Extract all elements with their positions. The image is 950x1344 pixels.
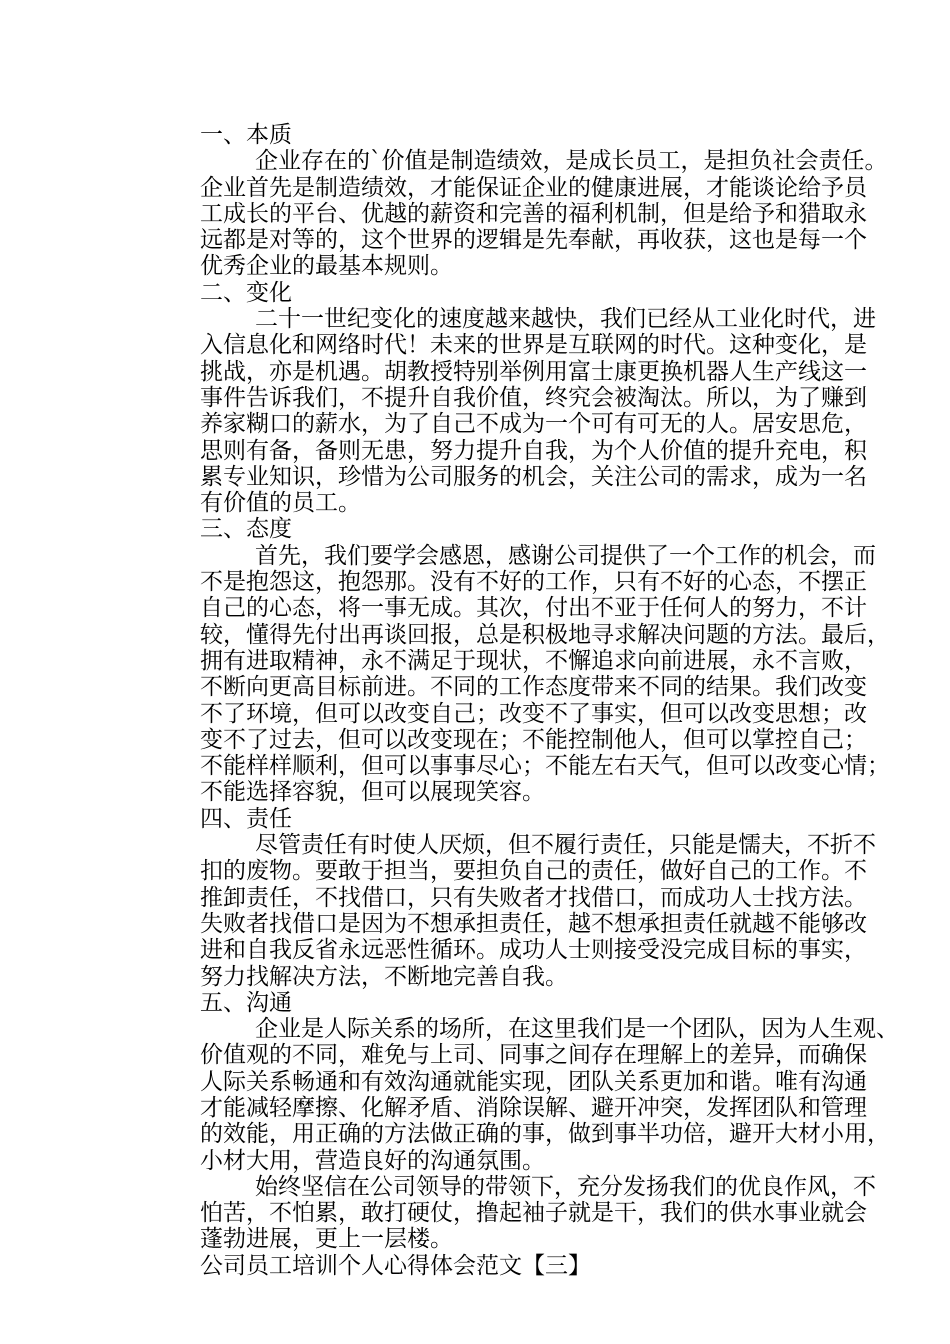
section-paragraph-4 [145, 832, 876, 990]
paragraph-line: 累专业知识，珍惜为公司服务的机会，关注公司的需求，成为一名 [200, 463, 867, 490]
section-heading-4: 四、责任 [200, 805, 292, 832]
paragraph-line: 养家糊口的薪水，为了自己不成为一个可有可无的人。居安思危， [200, 411, 867, 438]
paragraph-line: 始终坚信在公司领导的带领下，充分发扬我们的优良作风，不 [255, 1173, 876, 1200]
paragraph-line: 有价值的员工。 [200, 490, 361, 517]
paragraph-line: 不能选择容貌，但可以展现笑容。 [200, 779, 545, 806]
paragraph-line: 二十一世纪变化的速度越来越快，我们已经从工业化时代，进 [255, 306, 876, 333]
paragraph-line: 价值观的不同，难免与上司、同事之间存在理解上的差异，而确保 [200, 1042, 867, 1069]
paragraph-line: 拥有进取精神，永不满足于现状，不懈追求向前进展，永不言败， [200, 647, 867, 674]
paragraph-line: 扣的废物。要敢于担当，要担负自己的责任，做好自己的工作。不 [200, 858, 867, 885]
paragraph-line: 自己的心态，将一事无成。其次，付出不亚于任何人的努力，不计 [200, 595, 867, 622]
closing-paragraph [145, 1173, 876, 1253]
paragraph-line: 失败者找借口是因为不想承担责任，越不想承担责任就越不能够改 [200, 910, 867, 937]
section-heading-1: 一、本质 [200, 122, 292, 148]
paragraph-line: 事件告诉我们，不提升自我价值，终究会被淘汰。所以，为了赚到 [200, 384, 867, 411]
paragraph-line: 的效能，用正确的方法做正确的事，做到事半功倍，避开大材小用， [200, 1121, 890, 1148]
section-heading-2: 二、变化 [200, 279, 292, 306]
section-heading-5: 五、沟通 [200, 989, 292, 1016]
paragraph-line: 不断向更高目标前进。不同的工作态度带来不同的结果。我们改变 [200, 674, 867, 701]
paragraph-line: 人际关系畅通和有效沟通就能实现，团队关系更加和谐。唯有沟通 [200, 1068, 867, 1095]
paragraph-line: 企业首先是制造绩效，才能保证企业的健康进展，才能谈论给予员 [200, 174, 867, 201]
paragraph-line: 不是抱怨这，抱怨那。没有不好的工作，只有不好的心态，不摆正 [200, 569, 867, 596]
section-heading-3: 三、态度 [200, 516, 292, 543]
paragraph-line: 进和自我反省永远恶性循环。成功人士则接受没完成目标的事实， [200, 937, 867, 964]
paragraph-line: 努力找解决方法，不断地完善自我。 [200, 963, 568, 990]
section-paragraph-2 [145, 306, 876, 517]
paragraph-line: 小材大用，营造良好的沟通氛围。 [200, 1147, 545, 1174]
paragraph-line: 推卸责任，不找借口，只有失败者才找借口，而成功人士找方法。 [200, 884, 867, 911]
paragraph-line: 才能减轻摩擦、化解矛盾、消除误解、避开冲突，发挥团队和管理 [200, 1094, 867, 1121]
paragraph-line: 远都是对等的，这个世界的逻辑是先奉献，再收获，这也是每一个 [200, 227, 867, 254]
paragraph-line: 变不了过去，但可以改变现在；不能控制他人，但可以掌控自己； [200, 726, 867, 753]
paragraph-line: 企业是人际关系的场所，在这里我们是一个团队，因为人生观、 [255, 1016, 899, 1043]
paragraph-line: 蓬勃进展，更上一层楼。 [200, 1226, 453, 1253]
paragraph-line: 首先，我们要学会感恩，感谢公司提供了一个工作的机会，而 [255, 542, 876, 569]
paragraph-line: 不了环境，但可以改变自己；改变不了事实，但可以改变思想；改 [200, 700, 867, 727]
paragraph-line: 思则有备，备则无患，努力提升自我，为个人价值的提升充电，积 [200, 437, 867, 464]
paragraph-line: 挑战，亦是机遇。胡教授特别举例用富士康更换机器人生产线这一 [200, 358, 867, 385]
paragraph-line: 入信息化和网络时代！未来的世界是互联网的时代。这种变化，是 [200, 332, 867, 359]
section-paragraph-5 [145, 1016, 899, 1174]
paragraph-line: 不能样样顺利，但可以事事尽心；不能左右天气，但可以改变心情； [200, 753, 890, 780]
document-body [145, 122, 899, 1279]
paragraph-line: 尽管责任有时使人厌烦，但不履行责任，只能是懦夫，不折不 [255, 832, 876, 859]
section-paragraph-3 [145, 542, 890, 806]
paragraph-line: 怕苦，不怕累，敢打硬仗，撸起袖子就是干，我们的供水事业就会 [200, 1200, 867, 1227]
section-paragraph-1 [145, 148, 888, 280]
paragraph-line: 优秀企业的最基本规则。 [200, 253, 453, 280]
paragraph-line: 企业存在的`价值是制造绩效，是成长员工，是担负社会责任。 [255, 148, 888, 175]
next-article-title: 公司员工培训个人心得体会范文【三】 [200, 1252, 591, 1279]
paragraph-line: 较，懂得先付出再谈回报，总是积极地寻求解决问题的方法。最后， [200, 621, 890, 648]
paragraph-line: 工成长的平台、优越的薪资和完善的福利机制，但是给予和猎取永 [200, 200, 867, 227]
